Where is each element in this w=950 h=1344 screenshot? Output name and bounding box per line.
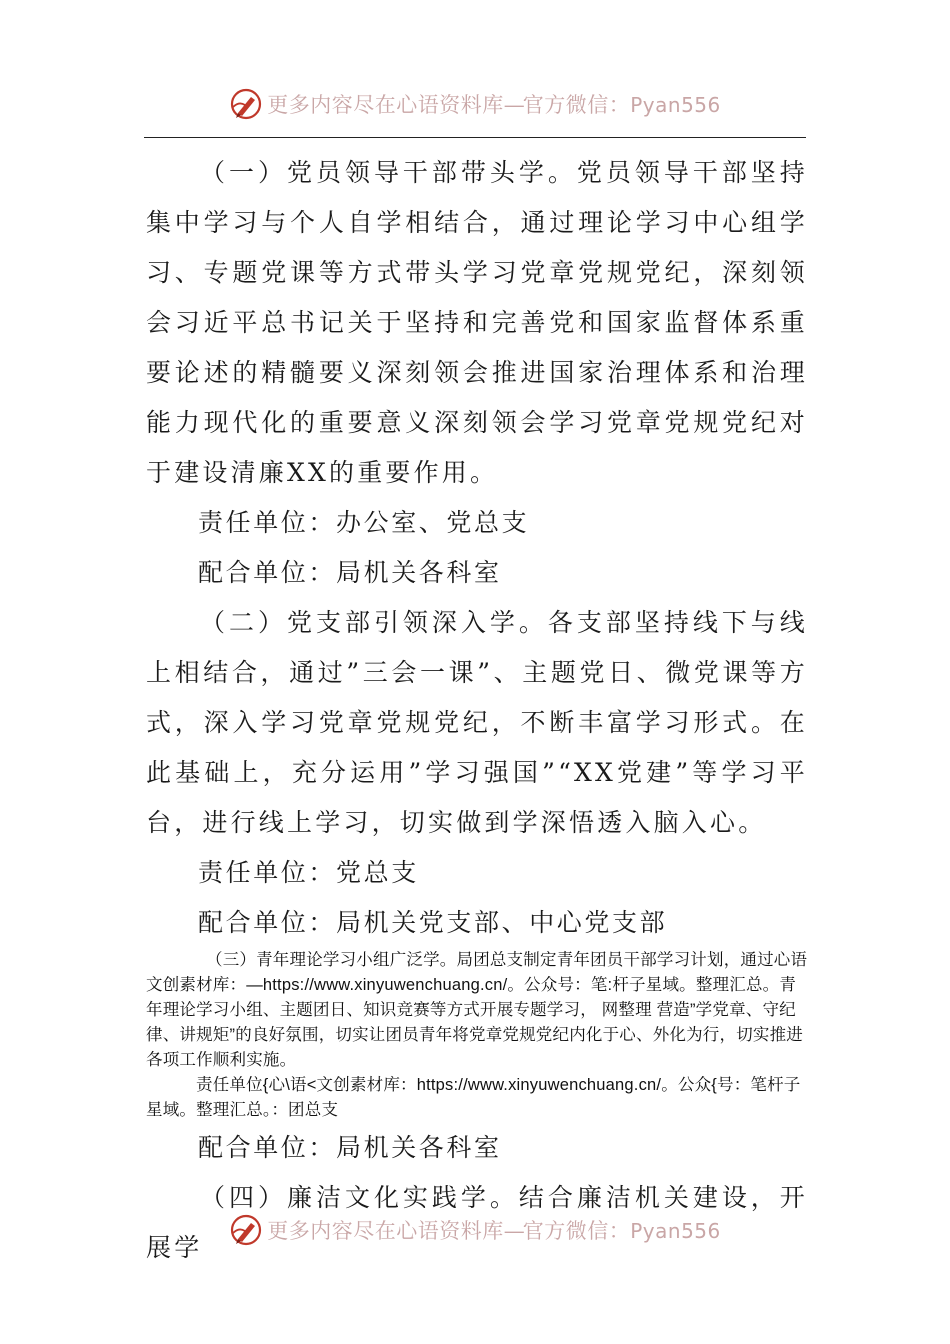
section-1-body: （一）党员领导干部带头学。党员领导干部坚持集中学习与个人自学相结合，通过理论学习中心组学习、专题党课等方式带头学习党章党规党纪，深刻领会习近平总书记关于坚持和完善党和国家监督体系重要论述的精髓要义深刻领会推进国家治理体系和治理能力现代化的重要意义深刻领会学习党章党规党纪对于建设清廉XX的重要作用。 xyxy=(146,158,808,487)
section-3-cooperating: 配合单位：局机关各科室 xyxy=(198,1133,502,1162)
section-2-body: （二）党支部引领深入学。各支部坚持线下与线上相结合，通过”三会一课”、主题党日、微党课等方式，深入学习党章党规党纪，不断丰富学习形式。在此基础上，充分运用”学习强国”“XX党建”等学习平台，进行线上学习，切实做到学深悟透入脑入心。 xyxy=(146,608,808,837)
header-banner-main: 更多内容尽在心语资料库 xyxy=(267,93,504,117)
section-1-cooperating: 配合单位：局机关各科室 xyxy=(198,558,502,587)
header-banner-official: 官方微信： xyxy=(522,93,631,117)
pen-logo-icon xyxy=(229,87,263,121)
section-2-responsible: 责任单位：党总支 xyxy=(198,858,419,887)
section-3-responsible: 责任单位{心\语<文创素材库：https://www.xinyuwenchuang.cn/。公众{号：笔杆子星域。整理汇总。：团总支 xyxy=(146,1076,801,1119)
section-2-cooperating: 配合单位：局机关党支部、中心党支部 xyxy=(198,908,668,937)
header-banner-sep: — xyxy=(503,93,523,117)
footer-banner-main: 更多内容尽在心语资料库 xyxy=(267,1219,504,1243)
pen-logo-icon xyxy=(229,1213,263,1247)
footer-banner-official: 官方微信： xyxy=(522,1219,631,1243)
footer-banner-id: Pyan556 xyxy=(630,1219,721,1243)
footer-banner-text xyxy=(267,1215,721,1245)
footer-banner xyxy=(0,1210,950,1250)
section-4-body: （四）廉洁文化实践学。结合廉洁机关建设，开展学 xyxy=(146,1183,808,1262)
header-divider xyxy=(144,137,806,138)
footer-banner-sep: — xyxy=(503,1219,523,1243)
header-banner-id: Pyan556 xyxy=(630,93,721,117)
header-banner-text xyxy=(267,89,721,119)
section-3-body: （三）青年理论学习小组广泛学。局团总支制定青年团员干部学习计划，通过心语文创素材库：—https://www.xinyuwenchuang.cn/。公众号：笔:杆子星域。整理汇总。青年理论学习小组、主题团日、知识竞赛等方式开展专题学习， 网整理 营造”学党章、守纪律、讲规矩”的良好氛围，切实让团员青年将党章党规党纪内化于心、外化为行，切实推进各项工作顺利实施。 xyxy=(146,951,808,1069)
header-banner xyxy=(0,84,950,124)
document-body xyxy=(146,148,808,1273)
section-1-responsible: 责任单位：办公室、党总支 xyxy=(198,508,530,537)
